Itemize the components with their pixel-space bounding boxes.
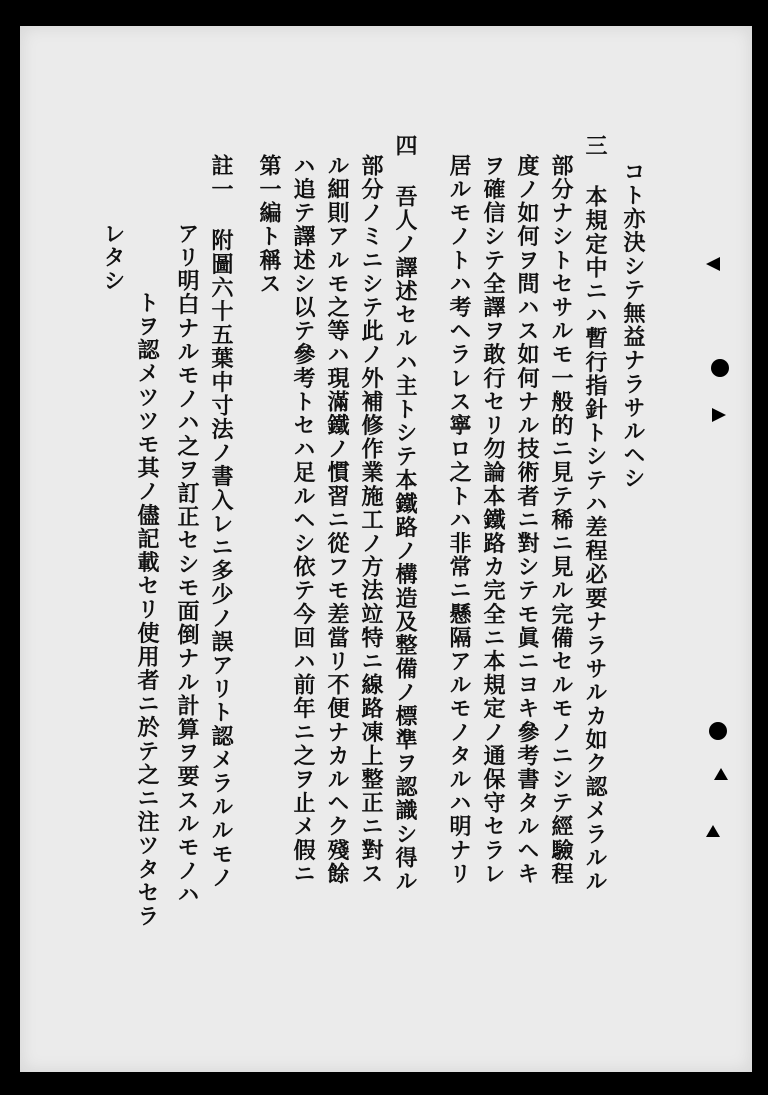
text-column-5: ヲ確信シテ全譯ヲ敢行セリ勿論本鐵路カ完全ニ本規定ノ通保守セラレ	[480, 154, 506, 886]
binding-hole	[709, 722, 727, 740]
margin-mark	[714, 768, 728, 780]
text-column-3: 部分ナシトセサルモ一般的ニ見テ稀ニ見ル完備セルモノニシテ經驗程	[548, 154, 574, 886]
text-column-10: ハ追テ譯述シ以テ參考トセハ足ルヘシ依テ今回ハ前年ニ之ヲ止メ假ニ	[290, 154, 316, 886]
text-column-11: 第一編ト稱ス	[256, 154, 282, 296]
text-column-8: 部分ノミニシテ此ノ外補修作業施工ノ方法竝特ニ線路凍上整正ニ對ス	[358, 154, 384, 886]
margin-mark	[706, 825, 720, 837]
margin-mark	[706, 257, 720, 271]
text-column-2: 三 本規定中ニハ暫行指針トシテハ差程必要ナラサルカ如ク認メラルル	[582, 134, 608, 894]
text-column-7: 四 吾人ノ譯述セルハ主トシテ本鐵路ノ構造及整備ノ標準ヲ認識シ得ル	[392, 134, 418, 894]
text-column-1: コト亦決シテ無益ナラサルヘシ	[620, 160, 646, 491]
text-column-14: トヲ認メツツモ其ノ儘記載セリ使用者ニ於テ之ニ注ツタセラ	[134, 291, 160, 929]
binding-hole	[711, 359, 729, 377]
text-column-4: 度ノ如何ヲ問ハス如何ナル技術者ニ對シテモ眞ニヨキ參考書タルヘキ	[514, 154, 540, 886]
text-column-12: 註一 附圖六十五葉中寸法ノ書入レニ多少ノ誤アリト認メラルルモノ	[208, 154, 234, 890]
margin-mark	[712, 408, 726, 422]
document-page	[20, 26, 752, 1072]
text-column-9: ル細則アルモ之等ハ現滿鐵ノ慣習ニ從フモ差當リ不便ナカルヘク殘餘	[324, 154, 350, 886]
text-column-13: アリ明白ナルモノハ之ヲ訂正セシモ面倒ナル計算ヲ要スルモノハ	[174, 222, 200, 907]
text-column-15: レタシ	[100, 222, 126, 293]
text-column-6: 居ルモノトハ考ヘラレス寧ロ之トハ非常ニ懸隔アルモノタルハ明ナリ	[446, 154, 472, 886]
